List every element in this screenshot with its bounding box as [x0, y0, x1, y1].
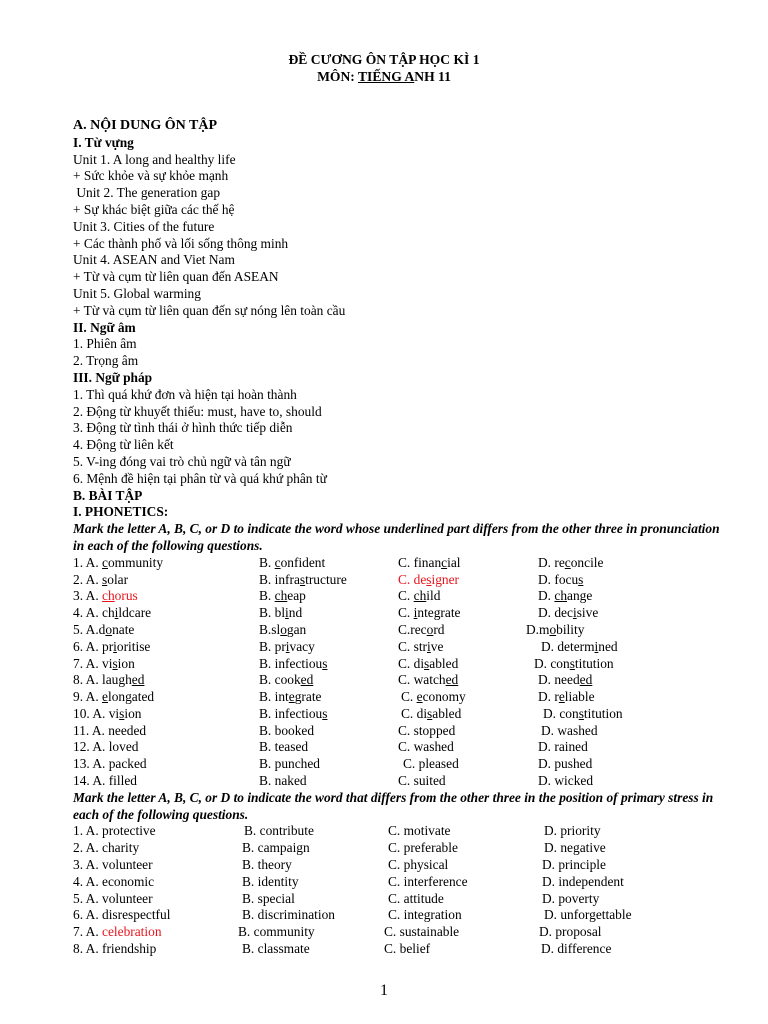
- phonetics-topic-line: 2. Trọng âm: [73, 353, 139, 369]
- answer-option: B. classmate: [242, 941, 310, 957]
- question-row: [73, 773, 733, 790]
- question-row: [73, 823, 733, 840]
- answer-option: 7. A. vision: [73, 655, 135, 671]
- answer-option: B. privacy: [259, 638, 315, 654]
- answer-option: B. infrastructure: [259, 571, 347, 587]
- answer-option: B. identity: [242, 873, 299, 889]
- question-row: [73, 639, 733, 656]
- vocab-line: Unit 1. A long and healthy life: [73, 151, 236, 167]
- answer-option: D. independent: [542, 873, 624, 889]
- grammar-line: 1. Thì quá khứ đơn và hiện tại hoàn thành: [73, 386, 297, 402]
- answer-option: 10. A. vision: [73, 705, 142, 721]
- question-row: [73, 840, 733, 857]
- document-title: ĐỀ CƯƠNG ÔN TẬP HỌC KÌ 1: [288, 52, 480, 67]
- answer-option: 13. A. packed: [73, 756, 147, 772]
- vocab-line: Unit 4. ASEAN and Viet Nam: [73, 252, 235, 268]
- answer-option: C. preferable: [388, 840, 458, 856]
- answer-option: D. constitution: [543, 705, 623, 721]
- question-row: [73, 941, 733, 958]
- answer-option: C. suited: [398, 773, 446, 789]
- answer-option: C. child: [398, 588, 441, 604]
- answer-option: B. naked: [259, 773, 307, 789]
- answer-option: C. economy: [401, 689, 466, 705]
- answer-option: D. principle: [542, 857, 606, 873]
- subject-rest: NH 11: [414, 69, 451, 84]
- phonetics-topic-heading: II. Ngữ âm: [73, 319, 136, 335]
- answer-option: C. attitude: [388, 890, 444, 906]
- answer-option: 5. A. volunteer: [73, 890, 153, 906]
- vocab-line: Unit 2. The generation gap: [73, 185, 221, 201]
- answer-option: 8. A. laughed: [73, 672, 145, 688]
- answer-option: D. unforgettable: [544, 907, 632, 923]
- answer-option: B. cooked: [259, 672, 314, 688]
- answer-option: 4. A. childcare: [73, 605, 152, 621]
- grammar-line: 5. V-ing đóng vai trò chủ ngữ và tân ngữ: [73, 453, 291, 469]
- answer-option: B. community: [238, 924, 315, 940]
- vocab-heading: I. Từ vựng: [73, 134, 134, 150]
- instruction-stress: Mark the letter A, B, C, or D to indicate the word that differs from the other three in the position of primary stress in each of the following questions.: [73, 789, 714, 822]
- vocab-line: + Từ và cụm từ liên quan đến ASEAN: [73, 269, 279, 285]
- answer-option: C. designer: [398, 571, 459, 587]
- subject-prefix: MÔN:: [317, 69, 358, 84]
- answer-option: B. blind: [259, 605, 303, 621]
- question-row: [73, 924, 733, 941]
- answer-option: 11. A. needed: [73, 722, 147, 738]
- grammar-line: 2. Động từ khuyết thiếu: must, have to, should: [73, 403, 322, 419]
- answer-option: C. disabled: [401, 705, 462, 721]
- answer-option: C. stopped: [398, 722, 456, 738]
- answer-option: D. poverty: [542, 890, 600, 906]
- answer-option: C. pleased: [403, 756, 459, 772]
- answer-option: C. washed: [398, 739, 454, 755]
- answer-option: D. proposal: [539, 924, 602, 940]
- question-row: [73, 672, 733, 689]
- vocab-line: Unit 3. Cities of the future: [73, 218, 215, 234]
- answer-option: 2. A. charity: [73, 840, 140, 856]
- question-row: [73, 723, 733, 740]
- vocab-line: Unit 5. Global warming: [73, 285, 201, 301]
- answer-option: B. discrimination: [242, 907, 335, 923]
- pronunciation-questions: [73, 555, 733, 790]
- answer-option: B. infectious: [259, 705, 328, 721]
- question-row: [73, 891, 733, 908]
- answer-option: B. punched: [259, 756, 320, 772]
- answer-option: D. constitution: [534, 655, 614, 671]
- question-row: [73, 874, 733, 891]
- page-number: 1: [380, 982, 388, 999]
- answer-option: B.slogan: [259, 621, 307, 637]
- phonetics-topic-line: 1. Phiên âm: [73, 336, 137, 352]
- answer-option: C. financial: [398, 554, 461, 570]
- grammar-heading: III. Ngữ pháp: [73, 369, 153, 385]
- answer-option: D. decisive: [538, 605, 599, 621]
- answer-option: D. negative: [544, 840, 606, 856]
- vocab-line: + Sức khỏe và sự khỏe mạnh: [73, 168, 229, 184]
- vocab-line: + Sự khác biệt giữa các thế hệ: [73, 201, 235, 217]
- answer-option: 6. A. prioritise: [73, 638, 151, 654]
- answer-option: 9. A. elongated: [73, 689, 155, 705]
- question-row: [73, 555, 733, 572]
- grammar-line: 4. Động từ liên kết: [73, 437, 174, 453]
- answer-option: 7. A. celebration: [73, 924, 162, 940]
- answer-option: D. rained: [538, 739, 588, 755]
- answer-option: 1. A. protective: [73, 823, 156, 839]
- answer-option: 3. A. volunteer: [73, 857, 153, 873]
- grammar-line: 3. Động từ tình thái ở hình thức tiếp diễn: [73, 420, 293, 436]
- answer-option: 8. A. friendship: [73, 941, 157, 957]
- answer-option: B. campaign: [242, 840, 310, 856]
- answer-option: D. determined: [541, 638, 618, 654]
- vocab-line: + Các thành phố và lối sống thông minh: [73, 235, 289, 251]
- vocab-line: + Từ và cụm từ liên quan đến sự nóng lên toàn cầu: [73, 302, 346, 318]
- answer-option: D. washed: [541, 722, 598, 738]
- document-body: [73, 118, 733, 958]
- section-a-heading: A. NỘI DUNG ÔN TẬP: [73, 118, 218, 133]
- question-row: [73, 689, 733, 706]
- question-row: [73, 605, 733, 622]
- answer-option: D. focus: [538, 571, 584, 587]
- subject-underlined: TIẾNG A: [357, 69, 415, 84]
- stress-questions: [73, 823, 733, 957]
- answer-option: C. strive: [398, 638, 444, 654]
- answer-option: C. interference: [388, 873, 468, 889]
- question-row: [73, 588, 733, 605]
- answer-option: D. needed: [538, 672, 593, 688]
- answer-option: B. infectious: [259, 655, 328, 671]
- answer-option: B. integrate: [259, 689, 322, 705]
- answer-option: 12. A. loved: [73, 739, 139, 755]
- answer-option: D. reconcile: [538, 554, 604, 570]
- answer-option: D. difference: [541, 941, 612, 957]
- answer-option: C.record: [398, 621, 445, 637]
- answer-option: C. motivate: [388, 823, 451, 839]
- question-row: [73, 857, 733, 874]
- phonetics-exercise-heading: I. PHONETICS:: [73, 504, 169, 520]
- answer-option: B. teased: [259, 739, 309, 755]
- question-row: [73, 572, 733, 589]
- document-subject: [0, 69, 768, 86]
- answer-option: B. confident: [259, 554, 326, 570]
- question-row: [73, 622, 733, 639]
- answer-option: D.mobility: [526, 621, 585, 637]
- vocab-list: [73, 152, 733, 320]
- answer-option: 5. A.donate: [73, 621, 135, 637]
- answer-option: 6. A. disrespectful: [73, 907, 171, 923]
- question-row: [73, 756, 733, 773]
- answer-option: 14. A. filled: [73, 773, 137, 789]
- answer-option: B. booked: [259, 722, 315, 738]
- answer-option: C. integrate: [398, 605, 461, 621]
- answer-option: B. special: [242, 890, 295, 906]
- question-row: [73, 706, 733, 723]
- answer-option: C. sustainable: [384, 924, 460, 940]
- answer-option: D. priority: [544, 823, 601, 839]
- answer-option: 1. A. community: [73, 554, 164, 570]
- answer-option: D. change: [538, 588, 593, 604]
- answer-option: D. pushed: [538, 756, 593, 772]
- question-row: [73, 907, 733, 924]
- answer-option: C. belief: [384, 941, 431, 957]
- answer-option: 2. A. solar: [73, 571, 129, 587]
- answer-option: C. disabled: [398, 655, 459, 671]
- question-row: [73, 656, 733, 673]
- grammar-line: 6. Mệnh đề hiện tại phân từ và quá khứ phân từ: [73, 470, 327, 486]
- instruction-pronunciation: Mark the letter A, B, C, or D to indicate the word whose underlined part differs from the other three in pronunciation in each of the following questions.: [73, 521, 720, 553]
- question-row: [73, 739, 733, 756]
- answer-option: C. physical: [388, 857, 449, 873]
- answer-option: B. contribute: [244, 823, 314, 839]
- answer-option: D. wicked: [538, 773, 594, 789]
- answer-option: D. reliable: [538, 689, 595, 705]
- answer-option: 3. A. chorus: [73, 588, 138, 604]
- section-b-heading: B. BÀI TẬP: [73, 487, 143, 503]
- answer-option: C. integration: [388, 907, 462, 923]
- answer-option: C. watched: [398, 672, 459, 688]
- answer-option: B. theory: [242, 857, 292, 873]
- answer-option: 4. A. economic: [73, 873, 155, 889]
- answer-option: B. cheap: [259, 588, 306, 604]
